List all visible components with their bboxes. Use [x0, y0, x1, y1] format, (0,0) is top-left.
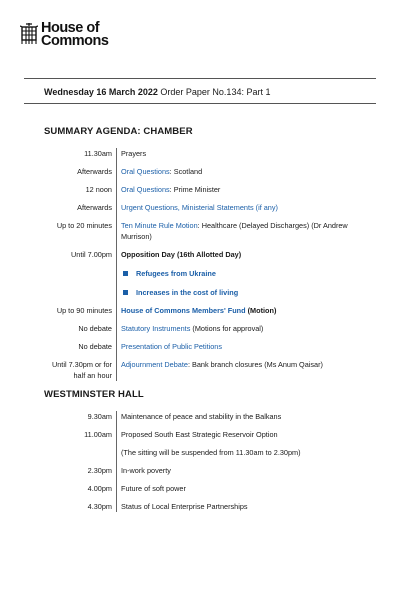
chamber-agenda: [36, 148, 356, 381]
agenda-time: No debate: [78, 324, 112, 333]
suspension-note: (The sitting will be suspended from 11.30am to 2.30pm): [121, 448, 301, 457]
agenda-time: Up to 20 minutes: [56, 221, 112, 230]
agenda-row: [36, 305, 356, 323]
agenda-text: Prayers: [121, 149, 147, 158]
cost-of-living-link[interactable]: Increases in the cost of living: [136, 288, 239, 297]
agenda-row: [36, 148, 356, 166]
agenda-time: Afterwards: [77, 167, 112, 176]
agenda-row: [36, 202, 356, 220]
agenda-text: : Healthcare (Delayed Discharges) (Dr Andrew Murrison): [121, 221, 348, 241]
header-date: Wednesday 16 March 2022: [44, 87, 158, 97]
agenda-row: [36, 447, 356, 465]
public-petitions-link[interactable]: Presentation of Public Petitions: [121, 342, 222, 351]
statutory-instruments-link[interactable]: Statutory Instruments: [121, 324, 191, 333]
agenda-time: 4.30pm: [87, 502, 112, 511]
agenda-time: 11.00am: [84, 430, 112, 439]
adjournment-debate-link[interactable]: Adjournment Debate: [121, 360, 188, 369]
agenda-text: (Motion): [245, 306, 277, 315]
westminster-hall-agenda: [36, 411, 356, 512]
agenda-row: [36, 411, 356, 429]
logo-line-2: Commons: [41, 33, 109, 49]
agenda-row: [36, 220, 356, 249]
oral-questions-link[interactable]: Oral Questions: [121, 185, 170, 194]
agenda-row: [36, 249, 356, 305]
agenda-row: [36, 323, 356, 341]
opposition-day-title: Opposition Day (16th Allotted Day): [121, 250, 242, 259]
header-paper-number: Order Paper No.134: Part 1: [157, 87, 271, 97]
agenda-text: : Prime Minister: [169, 185, 221, 194]
agenda-time: Until 7.30pm or for half an hour: [51, 360, 112, 380]
agenda-row: [36, 184, 356, 202]
bullet-square-icon: [123, 271, 128, 276]
agenda-row: [36, 166, 356, 184]
agenda-row: [36, 359, 356, 381]
agenda-time: 2.30pm: [87, 466, 112, 475]
agenda-text: Proposed South East Strategic Reservoir Option: [121, 430, 278, 439]
agenda-time: 11.30am: [84, 149, 112, 158]
bullet-square-icon: [123, 290, 128, 295]
agenda-text: Status of Local Enterprise Partnerships: [121, 502, 248, 511]
list-item: [121, 268, 356, 287]
agenda-time: Up to 90 minutes: [56, 306, 112, 315]
agenda-time: 9.30am: [87, 412, 112, 421]
agenda-row: [36, 429, 356, 447]
agenda-row: [36, 465, 356, 483]
agenda-time: No debate: [78, 342, 112, 351]
portcullis-icon: [20, 23, 38, 45]
agenda-text: In-work poverty: [121, 466, 171, 475]
agenda-time: Afterwards: [77, 203, 112, 212]
refugees-ukraine-link[interactable]: Refugees from Ukraine: [136, 269, 216, 278]
logo-line-1: House of: [41, 20, 100, 36]
chamber-section-title: SUMMARY AGENDA: CHAMBER: [44, 126, 193, 137]
agenda-text: : Bank branch closures (Ms Anum Qaisar): [187, 360, 323, 369]
agenda-time: 4.00pm: [87, 484, 112, 493]
agenda-text: Maintenance of peace and stability in the Balkans: [121, 412, 282, 421]
agenda-row: [36, 501, 356, 512]
top-rule: [24, 78, 376, 79]
members-fund-link[interactable]: House of Commons Members' Fund: [121, 306, 246, 315]
agenda-text: : Scotland: [169, 167, 203, 176]
house-of-commons-logo: [20, 22, 108, 48]
agenda-text: (Motions for approval): [190, 324, 264, 333]
agenda-time: Until 7.00pm: [71, 250, 112, 259]
header-rule: [24, 103, 376, 104]
westminster-hall-title: WESTMINSTER HALL: [44, 389, 144, 400]
list-item: [121, 287, 356, 298]
agenda-row: [36, 341, 356, 359]
ten-minute-rule-link[interactable]: Ten Minute Rule Motion: [121, 221, 198, 230]
order-paper-header: [44, 87, 270, 97]
oral-questions-link[interactable]: Oral Questions: [121, 167, 170, 176]
urgent-questions-link[interactable]: Urgent Questions, Ministerial Statements (if any): [121, 203, 278, 212]
agenda-time: 12 noon: [85, 185, 112, 194]
agenda-text: Future of soft power: [121, 484, 186, 493]
agenda-row: [36, 483, 356, 501]
